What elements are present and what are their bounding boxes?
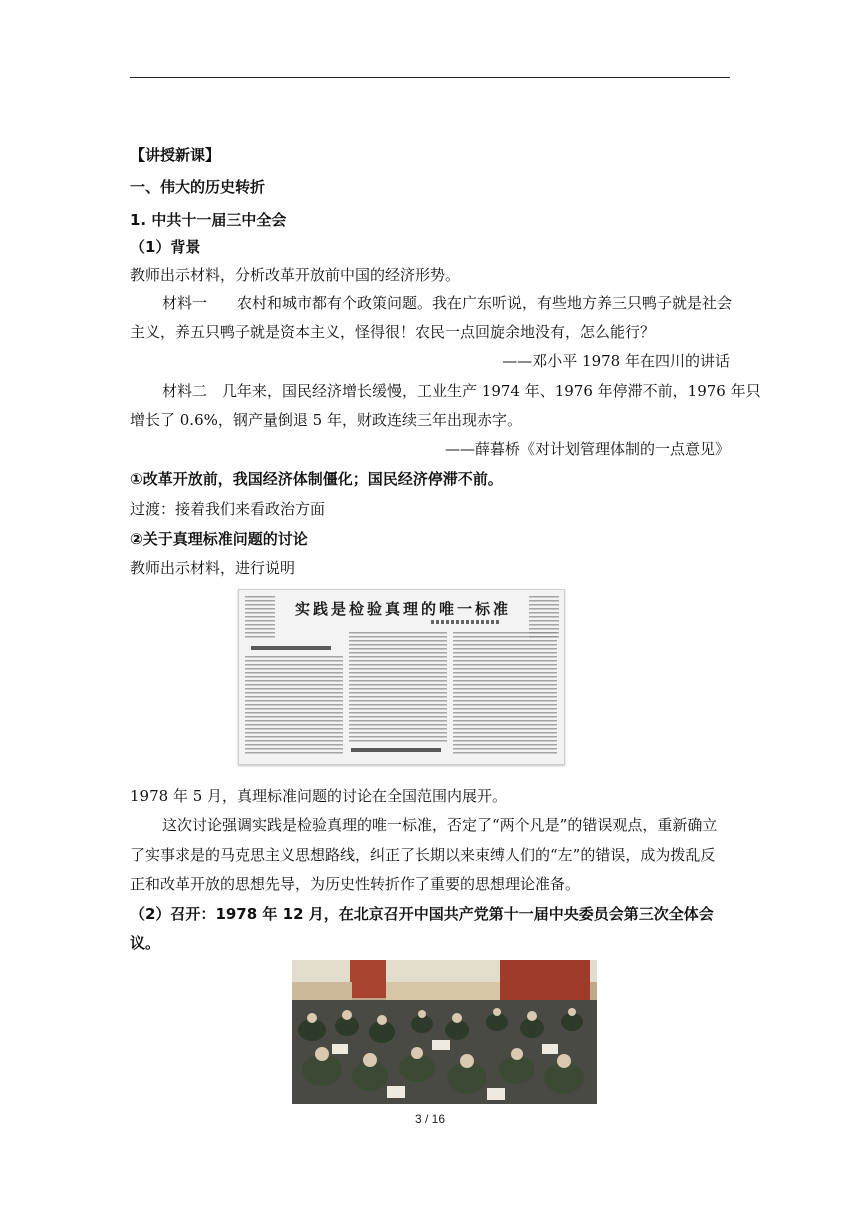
transition-text: 过渡：接着我们来看政治方面 (130, 500, 326, 518)
material2-source: ——薛暮桥《对计划管理体制的一点意见》 (444, 440, 730, 458)
newspaper-column (453, 632, 557, 756)
newspaper-subhead (251, 646, 331, 650)
meeting-photo-illustration (292, 960, 597, 1104)
material2-line2: 增长了 0.6%，钢产量倒退 5 年，财政连续三年出现赤字。 (130, 411, 522, 429)
convene-line1: （2）召开：1978 年 12 月，在北京召开中国共产党第十一届中央委员会第三次全体会 (130, 905, 714, 923)
material1-line1: 材料一 农村和城市都有个政策问题。我在广东听说，有些地方养三只鸭子就是社会 (162, 294, 733, 312)
heading-background: （1）背景 (130, 238, 201, 256)
section-label: 【讲授新课】 (130, 146, 221, 164)
newspaper-byline (431, 620, 501, 624)
newspaper-column (349, 632, 447, 742)
plenum-meeting-photo (292, 960, 597, 1104)
newspaper-headline: 实践是检验真理的唯一标准 (294, 600, 511, 618)
material1-line2: 主义，养五只鸭子就是资本主义，怪得很！农民一点回旋余地没有，怎么能行？ (130, 323, 656, 341)
point-economic-stagnation: ①改革开放前，我国经济体制僵化；国民经济停滞不前。 (130, 470, 503, 488)
truth-debate-para-line1: 这次讨论强调实践是检验真理的唯一标准，否定了“两个凡是”的错误观点，重新确立 (162, 816, 718, 834)
point-truth-debate: ②关于真理标准问题的讨论 (130, 530, 308, 548)
page-number: 3 / 16 (414, 1112, 446, 1126)
newspaper-subhead (351, 748, 441, 752)
intro-text: 教师出示材料，分析改革开放前中国的经济形势。 (130, 266, 461, 284)
newspaper-column (245, 596, 275, 640)
intro-text-2: 教师出示材料，进行说明 (130, 559, 296, 577)
truth-debate-date: 1978 年 5 月，真理标准问题的讨论在全国范围内展开。 (130, 787, 508, 805)
header-rule (130, 77, 730, 78)
truth-debate-para-line2: 了实事求是的马克思主义思想路线，纠正了长期以来束缚人们的“左”的错误，成为拨乱反 (130, 846, 716, 864)
convene-line2: 议。 (130, 934, 161, 952)
newspaper-column (245, 656, 343, 756)
truth-debate-para-line3: 正和改革开放的思想先导，为历史性转折作了重要的思想理论准备。 (130, 875, 581, 893)
heading-third-plenum: 1. 中共十一届三中全会 (130, 211, 287, 229)
newspaper-image (238, 589, 565, 765)
material1-source: ——邓小平 1978 年在四川的讲话 (502, 352, 730, 370)
material2-line1: 材料二 几年来，国民经济增长缓慢，工业生产 1974 年、1976 年停滞不前，1976 年只 (162, 382, 761, 400)
heading-great-turning-point: 一、伟大的历史转折 (130, 178, 266, 196)
